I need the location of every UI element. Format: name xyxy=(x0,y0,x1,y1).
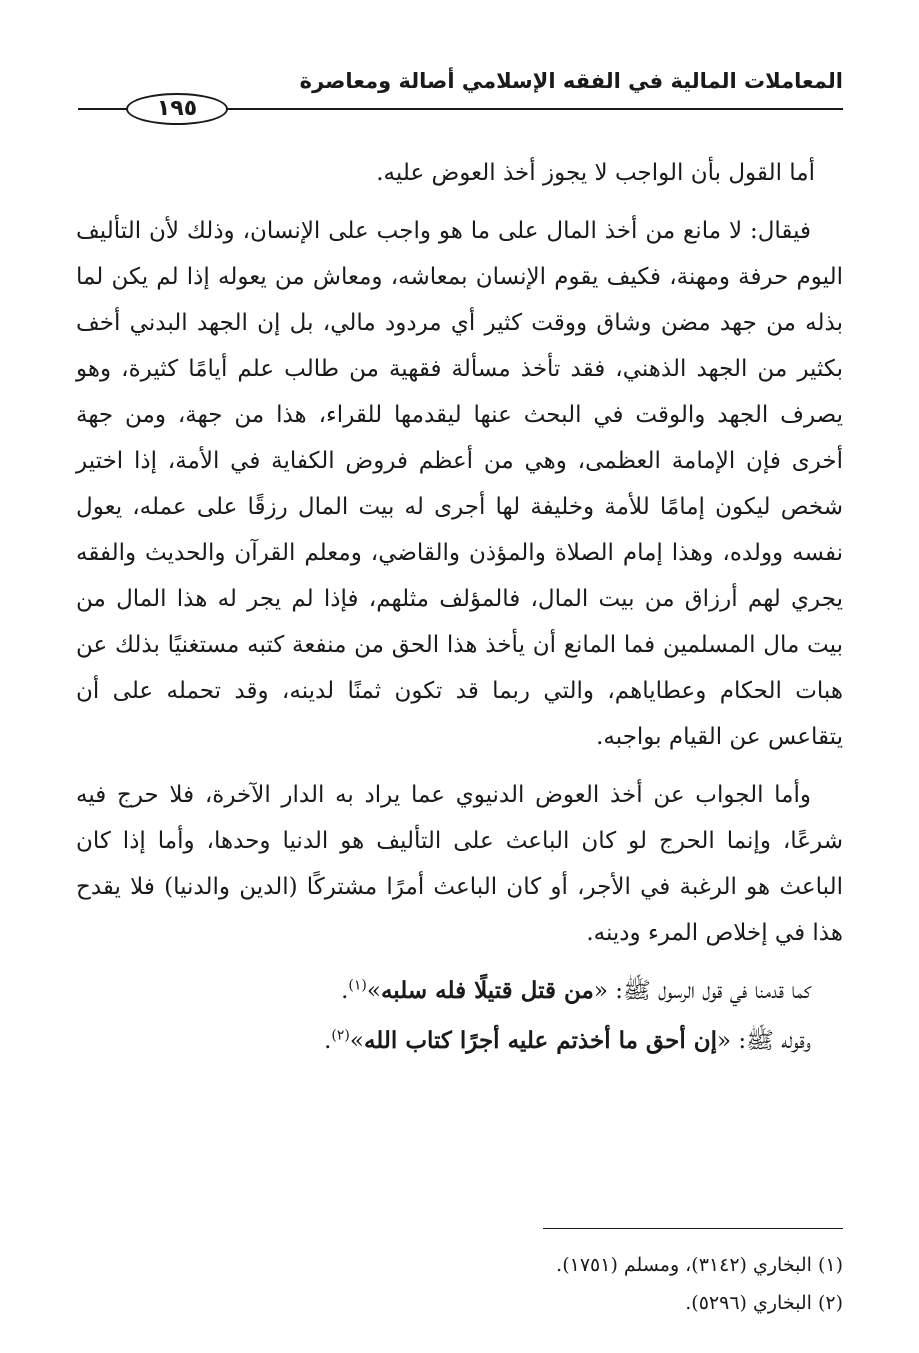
footnote-separator xyxy=(543,1228,843,1229)
paragraph-3: وأما الجواب عن أخذ العوض الدنيوي عما يراد به الدار الآخرة، فلا حرج فيه شرعًا، وإنما الحرج لو كان الباعث على التأليف هو الدنيا وحدها، وأما إذا كان الباعث هو الرغبة في الأجر، أو كان الباعث أمرًا مشتركًا (الدين والدنيا) فلا يقدح هذا في إخلاص المرء ودينه. xyxy=(76,782,843,946)
footnotes xyxy=(76,1246,843,1322)
paragraph-2: فيقال: لا مانع من أخذ المال على ما هو واجب على الإنسان، وذلك لأن التأليف اليوم حرفة ومهنة، فكيف يقوم الإنسان بمعاشه، ومعاش من يعوله إذا لم يكن لما بذله من جهد مضن وشاق ووقت كثير أي مردود مالي، بل إن الجهد البدني أخف بكثير من الجهد الذهني، فقد تأخذ مسألة فقهية من طالب علم أيامًا كثيرة، وهو يصرف الجهد والوقت في البحث عنها ليقدمها للقراء، هذا من جهة، ومن جهة أخرى فإن الإمامة العظمى، وهي من أعظم فروض الكفاية في الأمة، إذا اختير شخص ليكون إمامًا للأمة وخليفة لها أجرى له بيت المال رزقًا على عمله، يعول نفسه وولده، وهذا إمام الصلاة والمؤذن والقاضي، ومعلم القرآن والحديث والفقه يجري لهم أرزاق من بيت المال، فالمؤلف مثلهم، فإذا لم يجر له هذا المال من بيت مال المسلمين فما المانع أن يأخذ هذا الحق من منفعة كتبه مستغنيًا بذلك عن هبات الحكام وعطاياهم، والتي ربما قد تكون ثمنًا لدينه، وقد تحمله على أن يتقاعس عن القيام بواجبه. xyxy=(76,218,843,750)
footnote-1: (١) البخاري (٣١٤٢)، ومسلم (١٧٥١). xyxy=(556,1254,843,1276)
main-text xyxy=(76,150,843,1068)
quote-text: من قتل قتيلًا فله سلبه xyxy=(380,977,594,1004)
quote-close: » xyxy=(349,1028,364,1054)
footnote-2: (٢) البخاري (٥٢٩٦). xyxy=(685,1292,843,1314)
footnote-ref-2[interactable]: (٢) xyxy=(331,1027,350,1044)
quote-text: إن أحق ما أخذتم عليه أجرًا كتاب الله xyxy=(363,1027,717,1054)
quote-intro: كما قدمنا في قول الرسول ﷺ: « xyxy=(593,978,811,1004)
quote-intro: وقوله ﷺ: « xyxy=(717,1028,811,1054)
hadith-quote-2 xyxy=(76,1018,843,1064)
footnote-ref-1[interactable]: (١) xyxy=(348,977,367,994)
paragraph-1: أما القول بأن الواجب لا يجوز أخذ العوض عليه. xyxy=(376,160,815,186)
quote-period: . xyxy=(324,1028,332,1054)
quote-period: . xyxy=(341,978,349,1004)
page-number: ١٩٥ xyxy=(126,93,228,125)
hadith-quote-1 xyxy=(76,968,843,1014)
quote-close: » xyxy=(366,978,381,1004)
running-title: المعاملات المالية في الفقه الإسلامي أصالة ومعاصرة xyxy=(299,69,843,93)
page-header xyxy=(78,66,843,128)
